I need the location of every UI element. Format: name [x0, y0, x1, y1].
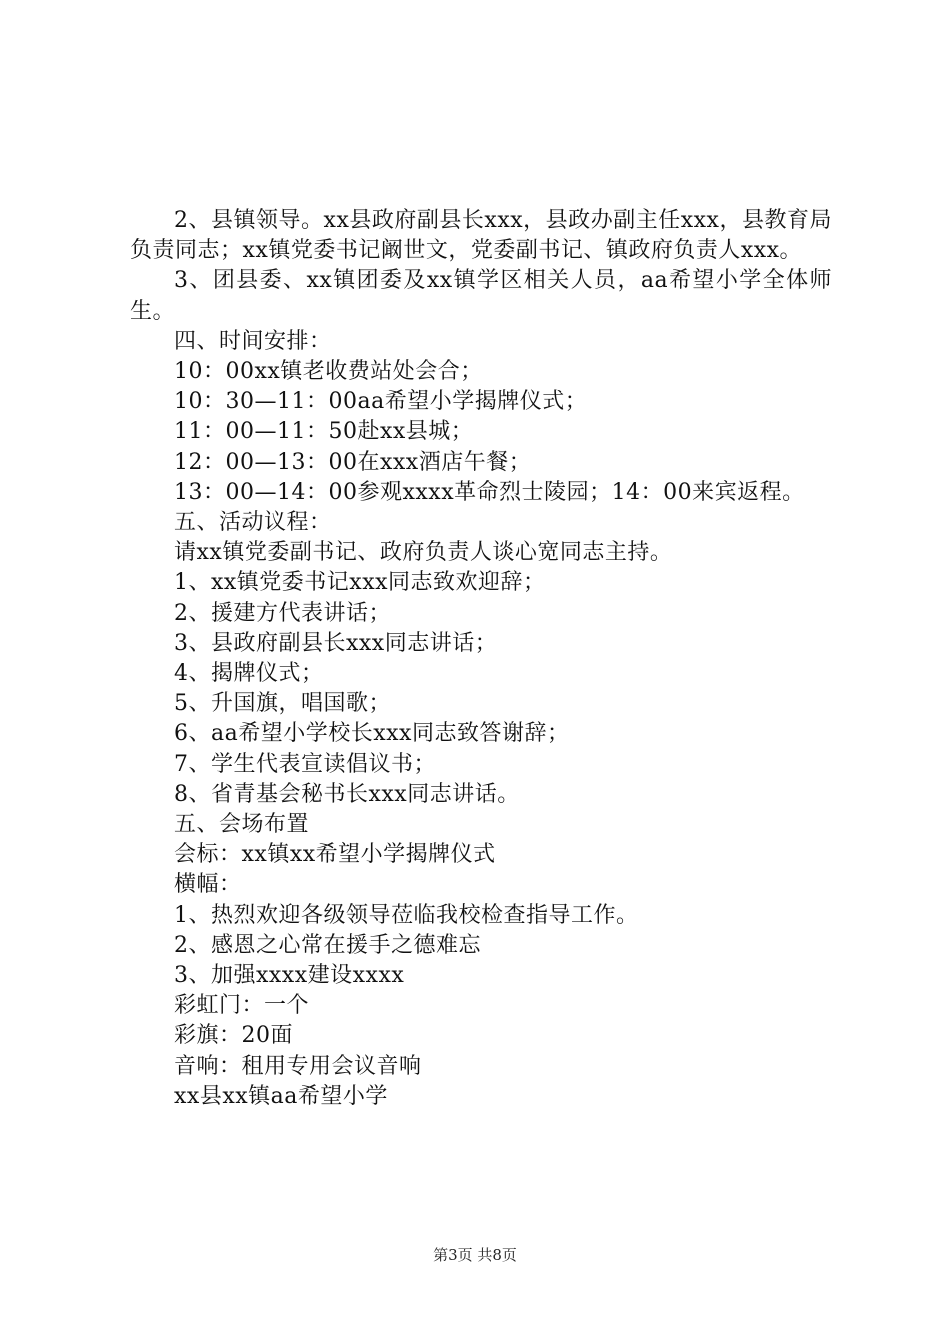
schedule-item: 12：00—13：00在xxx酒店午餐；	[174, 449, 532, 475]
section-heading: 五、活动议程：	[174, 510, 332, 536]
venue-item: 横幅：	[174, 872, 242, 898]
venue-item: 音响：租用专用会议音响	[174, 1053, 422, 1079]
agenda-item: 3、县政府副县长xxx同志讲话；	[174, 630, 498, 656]
schedule-item: 11：00—11：50赴xx县城；	[174, 419, 474, 445]
agenda-item: 8、省青基会秘书长xxx同志讲话。	[174, 781, 520, 807]
venue-item: 彩虹门：一个	[174, 993, 310, 1019]
banner-item: 2、感恩之心常在援手之德难忘	[174, 932, 481, 958]
agenda-item: 7、学生代表宣读倡议书；	[174, 751, 436, 777]
schedule-item: 13：00—14：00参观xxxx革命烈士陵园；14：00来宾返程。	[174, 479, 805, 505]
section-heading: 五、会场布置	[174, 812, 310, 838]
schedule-item: 10：30—11：00aa希望小学揭牌仪式；	[174, 389, 588, 415]
banner-item: 3、加强xxxx建设xxxx	[174, 963, 405, 989]
agenda-item: 4、揭牌仪式；	[174, 661, 324, 687]
agenda-item: 5、升国旗，唱国歌；	[174, 691, 391, 717]
signature-line: xx县xx镇aa希望小学	[174, 1083, 388, 1109]
document-body	[130, 206, 832, 1112]
page-footer: 第3页 共8页	[433, 1246, 517, 1264]
agenda-item: 1、xx镇党委书记xxx同志致欢迎辞；	[174, 570, 546, 596]
paragraph: 请xx镇党委副书记、政府负责人谈心宽同志主持。	[174, 540, 673, 566]
banner-item: 1、热烈欢迎各级领导莅临我校检查指导工作。	[174, 902, 639, 928]
section-heading: 四、时间安排：	[174, 328, 332, 354]
agenda-item: 2、援建方代表讲话；	[174, 600, 391, 626]
agenda-item: 6、aa希望小学校长xxx同志致答谢辞；	[174, 721, 570, 747]
venue-item: 彩旗：20面	[174, 1023, 293, 1049]
paragraph: 2、县镇领导。xx县政府副县长xxx，县政办副主任xxx，县教育局负责同志；xx镇党委书记阚世文，党委副书记、镇政府负责人xxx。	[130, 208, 832, 264]
venue-item: 会标：xx镇xx希望小学揭牌仪式	[174, 842, 496, 868]
paragraph: 3、团县委、xx镇团委及xx镇学区相关人员，aa希望小学全体师生。	[130, 268, 832, 324]
schedule-item: 10：00xx镇老收费站处会合；	[174, 359, 483, 385]
